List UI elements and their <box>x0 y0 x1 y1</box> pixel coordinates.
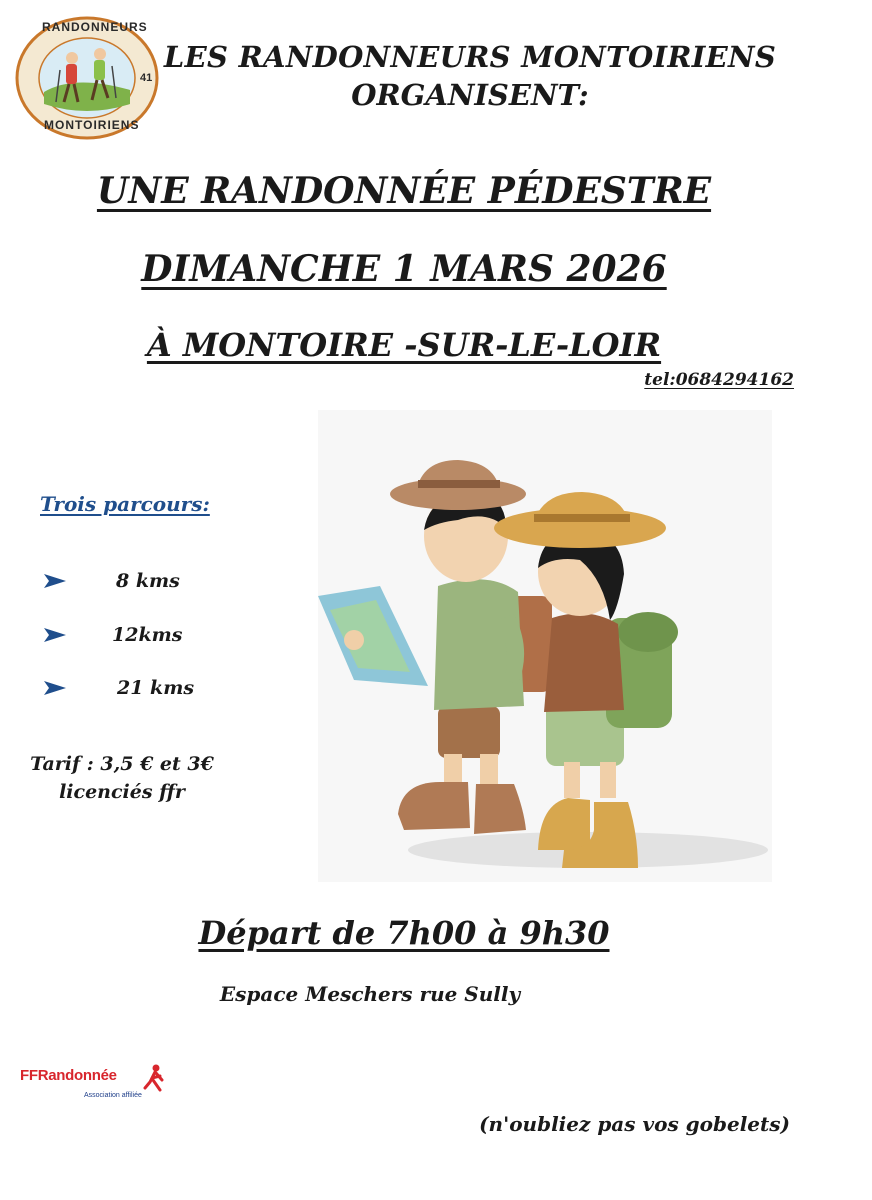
ffr-logo-name: FFRandonnée <box>20 1067 117 1084</box>
price-license-line: licenciés ffr <box>59 781 185 803</box>
event-title: UNE RANDONNÉE PÉDESTRE <box>96 170 712 212</box>
logo-number: 41 <box>140 72 153 84</box>
arrow-icon <box>44 679 66 697</box>
logo-top-text: RANDONNEURS <box>42 20 148 34</box>
event-place: À MONTOIRE -SUR-LE-LOIR <box>146 326 662 364</box>
ffr-logo-subtitle: Association affiliée <box>84 1092 142 1099</box>
price-line: Tarif : 3,5 € et 3€ <box>30 753 214 775</box>
logo-bottom-text: MONTOIRIENS <box>44 118 140 132</box>
departure-time: Départ de 7h00 à 9h30 <box>198 914 610 952</box>
arrow-icon <box>44 626 66 644</box>
price-info <box>24 750 220 806</box>
organizer-verb: ORGANISENT: <box>351 78 589 112</box>
route-distance: 12kms <box>112 624 183 646</box>
departure-venue: Espace Meschers rue Sully <box>219 982 521 1006</box>
organizer-name: LES RANDONNEURS MONTOIRIENS <box>163 40 777 74</box>
event-date: DIMANCHE 1 MARS 2026 <box>141 248 667 290</box>
route-distance: 21 kms <box>117 677 195 699</box>
route-item <box>44 673 195 703</box>
route-item <box>44 566 180 596</box>
hikers-illustration <box>318 410 772 882</box>
route-distance: 8 kms <box>116 570 180 592</box>
routes-heading: Trois parcours: <box>40 492 210 516</box>
route-item <box>44 620 183 650</box>
phone-number: tel:0684294162 <box>644 370 794 390</box>
ffrandonnee-logo <box>20 1064 172 1104</box>
walker-icon <box>142 1064 168 1092</box>
arrow-icon <box>44 572 66 590</box>
cups-reminder: (n'oubliez pas vos gobelets) <box>479 1112 790 1136</box>
